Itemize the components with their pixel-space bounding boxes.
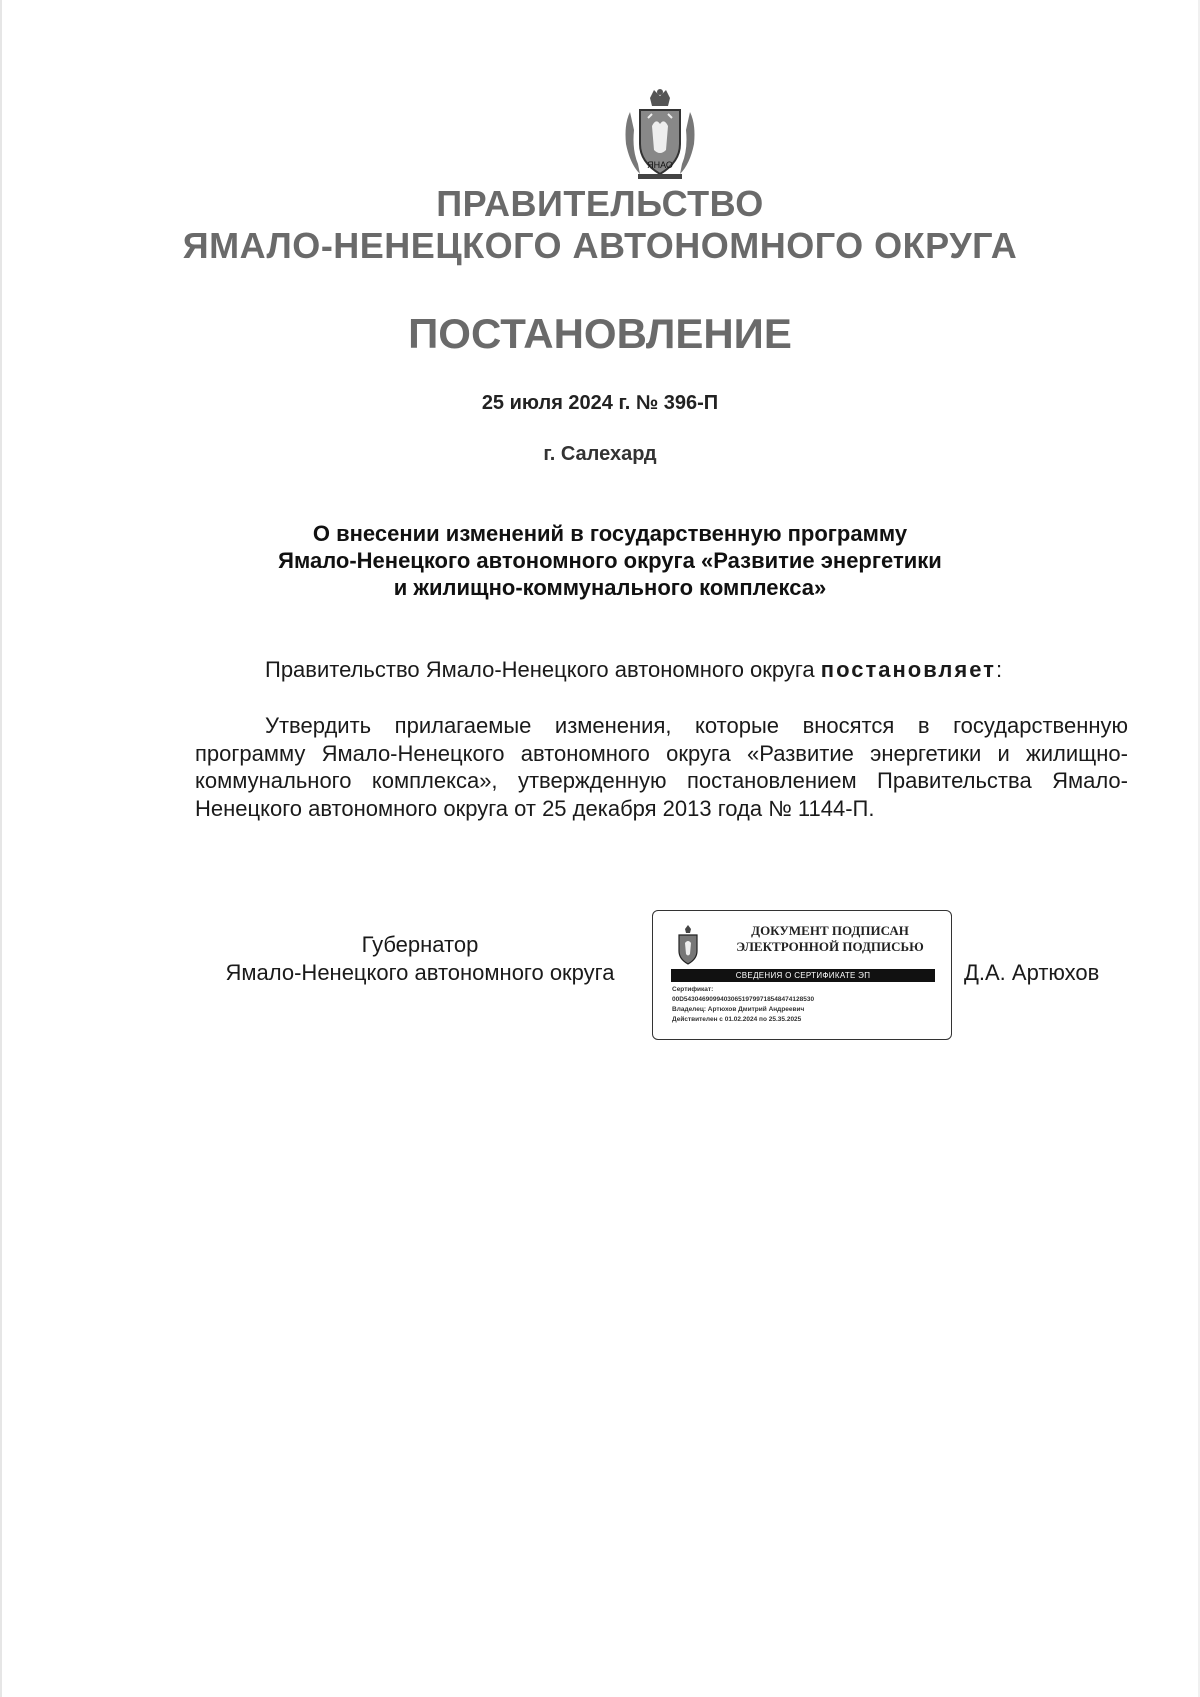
stamp-cert-number: 00D543046909940306519799718548474128530 (672, 996, 815, 1003)
resolves-word: постановляет (820, 657, 996, 682)
subject-line: О внесении изменений в государственную программу (312, 521, 908, 546)
body-paragraph: Утвердить прилагаемые изменения, которые вносятся в государственную программу Ямало-Ненецкого автономного округа «Развитие энергетики и жилищно-коммунального комплекса», утвержденную постановлением Правительства Ямало-Ненецкого автономного округа от 25 декабря 2013 года № 1144-П. (195, 713, 1128, 821)
resolves-suffix: : (995, 657, 1003, 682)
stamp-owner: Владелец: Артюхов Дмитрий Андреевич (672, 1006, 805, 1013)
document-city: г. Салехард (543, 443, 657, 465)
stamp-title-line1: ДОКУМЕНТ ПОДПИСАН (751, 923, 909, 938)
document-subject (240, 520, 980, 601)
resolves-line (265, 656, 1002, 684)
electronic-signature-stamp (652, 910, 952, 1040)
signatory-title-line2: Ямало-Ненецкого автономного округа (225, 960, 615, 985)
coat-of-arms-icon (620, 84, 700, 184)
document-date-number: 25 июля 2024 г. № 396-П (481, 392, 719, 414)
svg-text:ЯНАО: ЯНАО (647, 160, 673, 170)
signatory-title (195, 931, 645, 987)
government-name-line2: ЯМАЛО-НЕНЕЦКОГО АВТОНОМНОГО ОКРУГА (182, 225, 1018, 266)
signatory-title-line1: Губернатор (361, 932, 479, 957)
signatory-name: Д.А. Артюхов (964, 960, 1100, 985)
subject-line: Ямало-Ненецкого автономного округа «Развитие энергетики (278, 548, 942, 573)
stamp-title (715, 923, 945, 955)
coat-of-arms-icon (673, 923, 703, 967)
government-name-line1: ПРАВИТЕЛЬСТВО (436, 183, 764, 224)
resolves-prefix: Правительство Ямало-Ненецкого автономного округа (265, 657, 821, 682)
stamp-title-line2: ЭЛЕКТРОННОЙ ПОДПИСЬЮ (736, 939, 924, 954)
stamp-validity: Действителен с 01.02.2024 по 25.35.2025 (672, 1016, 802, 1023)
stamp-certificate-bar: СВЕДЕНИЯ О СЕРТИФИКАТЕ ЭП (671, 969, 935, 982)
document-type-title: ПОСТАНОВЛЕНИЕ (408, 310, 792, 357)
stamp-cert-label: Сертификат: (672, 986, 714, 993)
subject-line: и жилищно-коммунального комплекса» (393, 575, 827, 600)
stamp-details (672, 985, 942, 1025)
